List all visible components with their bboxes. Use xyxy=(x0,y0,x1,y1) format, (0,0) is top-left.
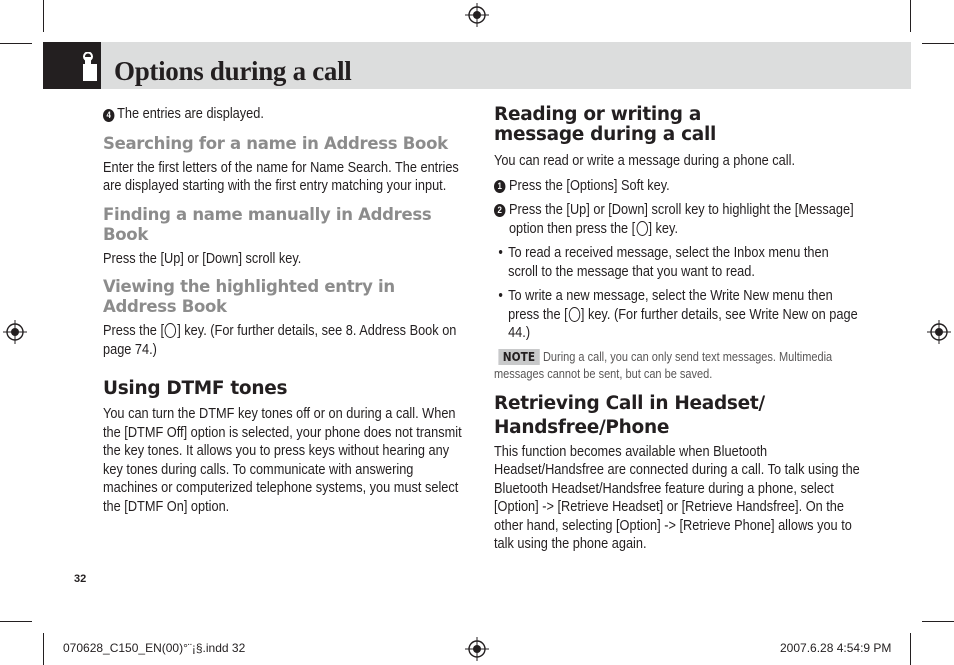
viewing-body xyxy=(103,322,464,359)
ok-key-icon xyxy=(165,323,176,338)
bullet-read: • To read a received message, select the Inbox menu then scroll to the message that you want to read. xyxy=(494,244,860,281)
right-column xyxy=(494,105,859,554)
viewing-heading: Viewing the highlighted entry in Address Book xyxy=(103,277,395,316)
search-body: Enter the first letters of the name for Name Search. The entries are displayed starting with the first entry matching your input. xyxy=(103,159,459,194)
dtmf-body: You can turn the DTMF key tones off or on during a call. When the [DTMF Off] option is selected, your phone does not transmit the key tones. It allows you to press keys without hearing any key tones during calls. To communicate with answering machines or computerized telephone systems, you must select the [DTMF On] option. xyxy=(103,406,462,515)
step-1 xyxy=(494,177,860,196)
crop-mark xyxy=(910,633,911,665)
viewing-text-post: ] key. (For further details, see 8. Address Book on page 74.) xyxy=(103,323,457,358)
slug-datetime: 2007.6.28 4:54:9 PM xyxy=(780,641,892,655)
crop-mark xyxy=(43,0,44,32)
step-text-post: ] key. xyxy=(648,220,678,237)
registration-mark-icon xyxy=(465,637,489,661)
ok-key-icon xyxy=(569,307,580,322)
registration-mark-icon xyxy=(927,320,951,344)
phone-call-icon xyxy=(76,52,100,82)
page-number: 32 xyxy=(74,573,87,585)
bullet-text-post: ] key. (For further details, see Write New on page 44.) xyxy=(508,306,858,341)
bullet-text-pre: To write a new message, select the Write New menu then press the [ xyxy=(508,288,833,323)
step-text: Press the [Options] Soft key. xyxy=(508,177,670,194)
crop-mark xyxy=(43,633,44,665)
slug-filename: 070628_C150_EN(00)°¨¡§.indd 32 xyxy=(63,641,246,655)
crop-mark xyxy=(0,43,32,44)
retrieve-heading: Retrieving Call in Headset/ Handsfree/Phone xyxy=(494,392,765,438)
note-text: During a call, you can only send text messages. Multimedia messages cannot be sent, but can be saved. xyxy=(494,349,833,381)
retrieve-body: This function becomes available when Bluetooth Headset/Handsfree are connected during a call. To talk using the Bluetooth Headset/Handsfree feature during a phone, select [Option] -> [Retrieve Headset] or [Retrieve Handsfree]. On the other hand, selecting [Option] -> [Retrieve Phone] allows you to talk using the phone again. xyxy=(494,443,860,552)
step-4 xyxy=(103,105,464,124)
ok-key-icon xyxy=(636,221,647,236)
left-column xyxy=(103,105,463,516)
step-text: The entries are displayed. xyxy=(117,106,264,122)
crop-mark xyxy=(910,0,911,32)
page-title: Options during a call xyxy=(114,56,352,86)
crop-mark xyxy=(922,43,954,44)
crop-mark xyxy=(0,621,32,622)
bullet-write xyxy=(494,287,860,343)
message-heading: Reading or writing a message during a call xyxy=(494,104,717,145)
viewing-text-pre: Press the [ xyxy=(103,323,164,339)
note-badge: NOTE xyxy=(498,349,539,365)
crop-mark xyxy=(922,621,954,622)
note xyxy=(494,349,860,383)
message-intro: You can read or write a message during a phone call. xyxy=(494,153,796,169)
search-heading: Searching for a name in Address Book xyxy=(103,133,448,153)
manual-heading: Finding a name manually in Address Book xyxy=(103,204,432,244)
registration-mark-icon xyxy=(465,3,489,27)
step-number-badge: 2 xyxy=(494,204,505,217)
registration-mark-icon xyxy=(3,320,27,344)
manual-body: Press the [Up] or [Down] scroll key. xyxy=(103,250,302,267)
step-number-badge: 1 xyxy=(494,180,505,193)
dtmf-heading: Using DTMF tones xyxy=(103,378,288,399)
step-2 xyxy=(494,201,860,238)
step-number-badge: 4 xyxy=(103,109,114,122)
step-text-pre: Press the [Up] or [Down] scroll key to highlight the [Message] option then press the [ xyxy=(508,202,854,237)
